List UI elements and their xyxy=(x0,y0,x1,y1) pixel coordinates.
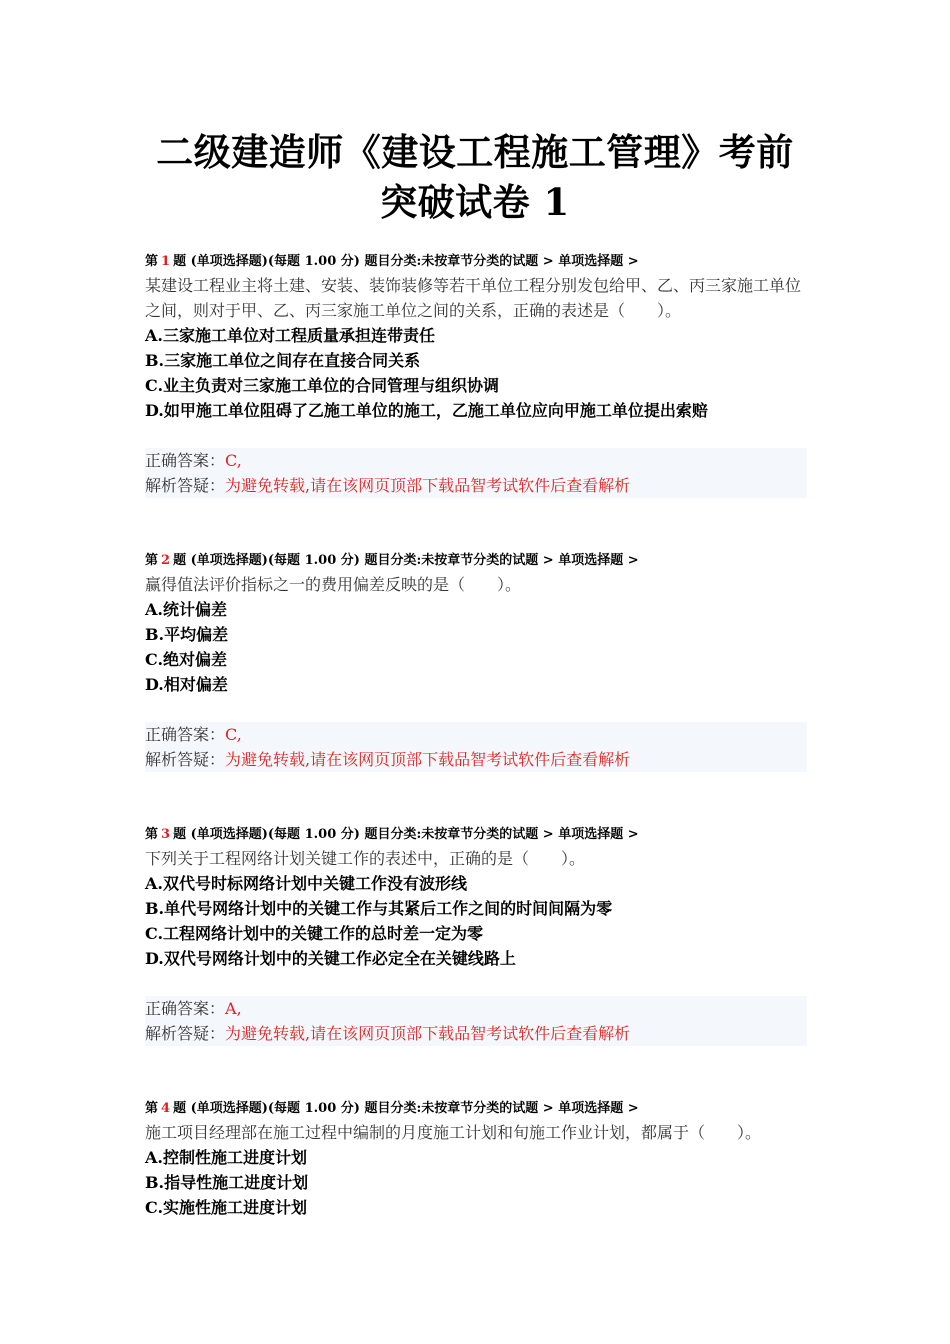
question-header xyxy=(145,251,807,273)
option-c: C.绝对偏差 xyxy=(145,650,228,669)
question-prefix: 第 xyxy=(145,827,159,842)
question-stem: 某建设工程业主将土建、安装、装饰装修等若干单位工程分别发包给甲、乙、丙三家施工单位之间，则对于甲、乙、丙三家施工单位之间的关系，正确的表述是（ ）。 xyxy=(145,276,802,320)
option-b: B.单代号网络计划中的关键工作与其紧后工作之间的时间间隔为零 xyxy=(145,899,613,918)
title-line-1: 二级建造师《建设工程施工管理》考前 xyxy=(156,130,794,174)
answer-box xyxy=(145,448,807,498)
question-meta: (单项选择题)(每题 1.00 分) 题目分类:未按章节分类的试题 > 单项选择题 > xyxy=(190,254,639,269)
question-meta: (单项选择题)(每题 1.00 分) 题目分类:未按章节分类的试题 > 单项选择题 > xyxy=(190,827,639,842)
question-prefix: 第 xyxy=(145,1101,159,1116)
question-stem: 下列关于工程网络计划关键工作的表述中，正确的是（ ）。 xyxy=(145,849,586,868)
analysis-text: 为避免转载,请在该网页顶部下载品智考试软件后查看解析 xyxy=(225,750,631,769)
question-header xyxy=(145,550,807,572)
question-number: 2 xyxy=(161,553,171,568)
question-number: 4 xyxy=(161,1101,171,1116)
question-number: 1 xyxy=(161,254,171,269)
option-d: D.如甲施工单位阻碍了乙施工单位的施工，乙施工单位应向甲施工单位提出索赔 xyxy=(145,401,708,420)
question-header xyxy=(145,824,807,846)
question-suffix: 题 xyxy=(173,553,187,568)
answer-value: C, xyxy=(225,725,242,744)
correct-answer-row xyxy=(145,448,807,473)
question-prefix: 第 xyxy=(145,254,159,269)
answer-label: 正确答案： xyxy=(145,451,226,470)
answer-value: C, xyxy=(225,451,242,470)
question-prefix: 第 xyxy=(145,553,159,568)
answer-value: A, xyxy=(225,999,242,1018)
option-a: A.双代号时标网络计划中关键工作没有波形线 xyxy=(145,874,467,893)
question-block xyxy=(145,1098,807,1220)
option-c: C.实施性施工进度计划 xyxy=(145,1198,308,1217)
document-page xyxy=(145,0,807,1272)
option-c: C.业主负责对三家施工单位的合同管理与组织协调 xyxy=(145,376,500,395)
analysis-row xyxy=(145,747,807,772)
option-b: B.指导性施工进度计划 xyxy=(145,1173,309,1192)
option-d: D.双代号网络计划中的关键工作必定全在关键线路上 xyxy=(145,949,516,968)
answer-box xyxy=(145,722,807,772)
answer-label: 正确答案： xyxy=(145,999,226,1018)
question-suffix: 题 xyxy=(173,827,187,842)
question-meta: (单项选择题)(每题 1.00 分) 题目分类:未按章节分类的试题 > 单项选择题 > xyxy=(190,1101,639,1116)
question-suffix: 题 xyxy=(173,254,187,269)
analysis-row xyxy=(145,473,807,498)
correct-answer-row xyxy=(145,996,807,1021)
analysis-text: 为避免转载,请在该网页顶部下载品智考试软件后查看解析 xyxy=(225,1024,631,1043)
correct-answer-row xyxy=(145,722,807,747)
option-b: B.三家施工单位之间存在直接合同关系 xyxy=(145,351,421,370)
analysis-label: 解析答疑： xyxy=(145,750,226,769)
option-a: A.统计偏差 xyxy=(145,600,227,619)
question-stem: 施工项目经理部在施工过程中编制的月度施工计划和旬施工作业计划，都属于（ ）。 xyxy=(145,1123,762,1142)
analysis-row xyxy=(145,1021,807,1046)
question-number: 3 xyxy=(161,827,171,842)
question-suffix: 题 xyxy=(173,1101,187,1116)
analysis-text: 为避免转载,请在该网页顶部下载品智考试软件后查看解析 xyxy=(225,476,631,495)
analysis-label: 解析答疑： xyxy=(145,1024,226,1043)
question-block xyxy=(145,550,807,772)
option-b: B.平均偏差 xyxy=(145,625,229,644)
option-a: A.三家施工单位对工程质量承担连带责任 xyxy=(145,326,435,345)
answer-box xyxy=(145,996,807,1046)
question-meta: (单项选择题)(每题 1.00 分) 题目分类:未按章节分类的试题 > 单项选择题 > xyxy=(190,553,639,568)
document-title xyxy=(125,127,825,227)
option-c: C.工程网络计划中的关键工作的总时差一定为零 xyxy=(145,924,484,943)
option-d: D.相对偏差 xyxy=(145,675,228,694)
answer-label: 正确答案： xyxy=(145,725,226,744)
option-a: A.控制性施工进度计划 xyxy=(145,1148,307,1167)
question-list xyxy=(145,251,807,1220)
question-stem: 赢得值法评价指标之一的费用偏差反映的是（ ）。 xyxy=(145,575,522,594)
question-block xyxy=(145,251,807,498)
question-header xyxy=(145,1098,807,1120)
analysis-label: 解析答疑： xyxy=(145,476,226,495)
question-block xyxy=(145,824,807,1046)
title-line-2: 突破试卷 1 xyxy=(380,180,570,224)
